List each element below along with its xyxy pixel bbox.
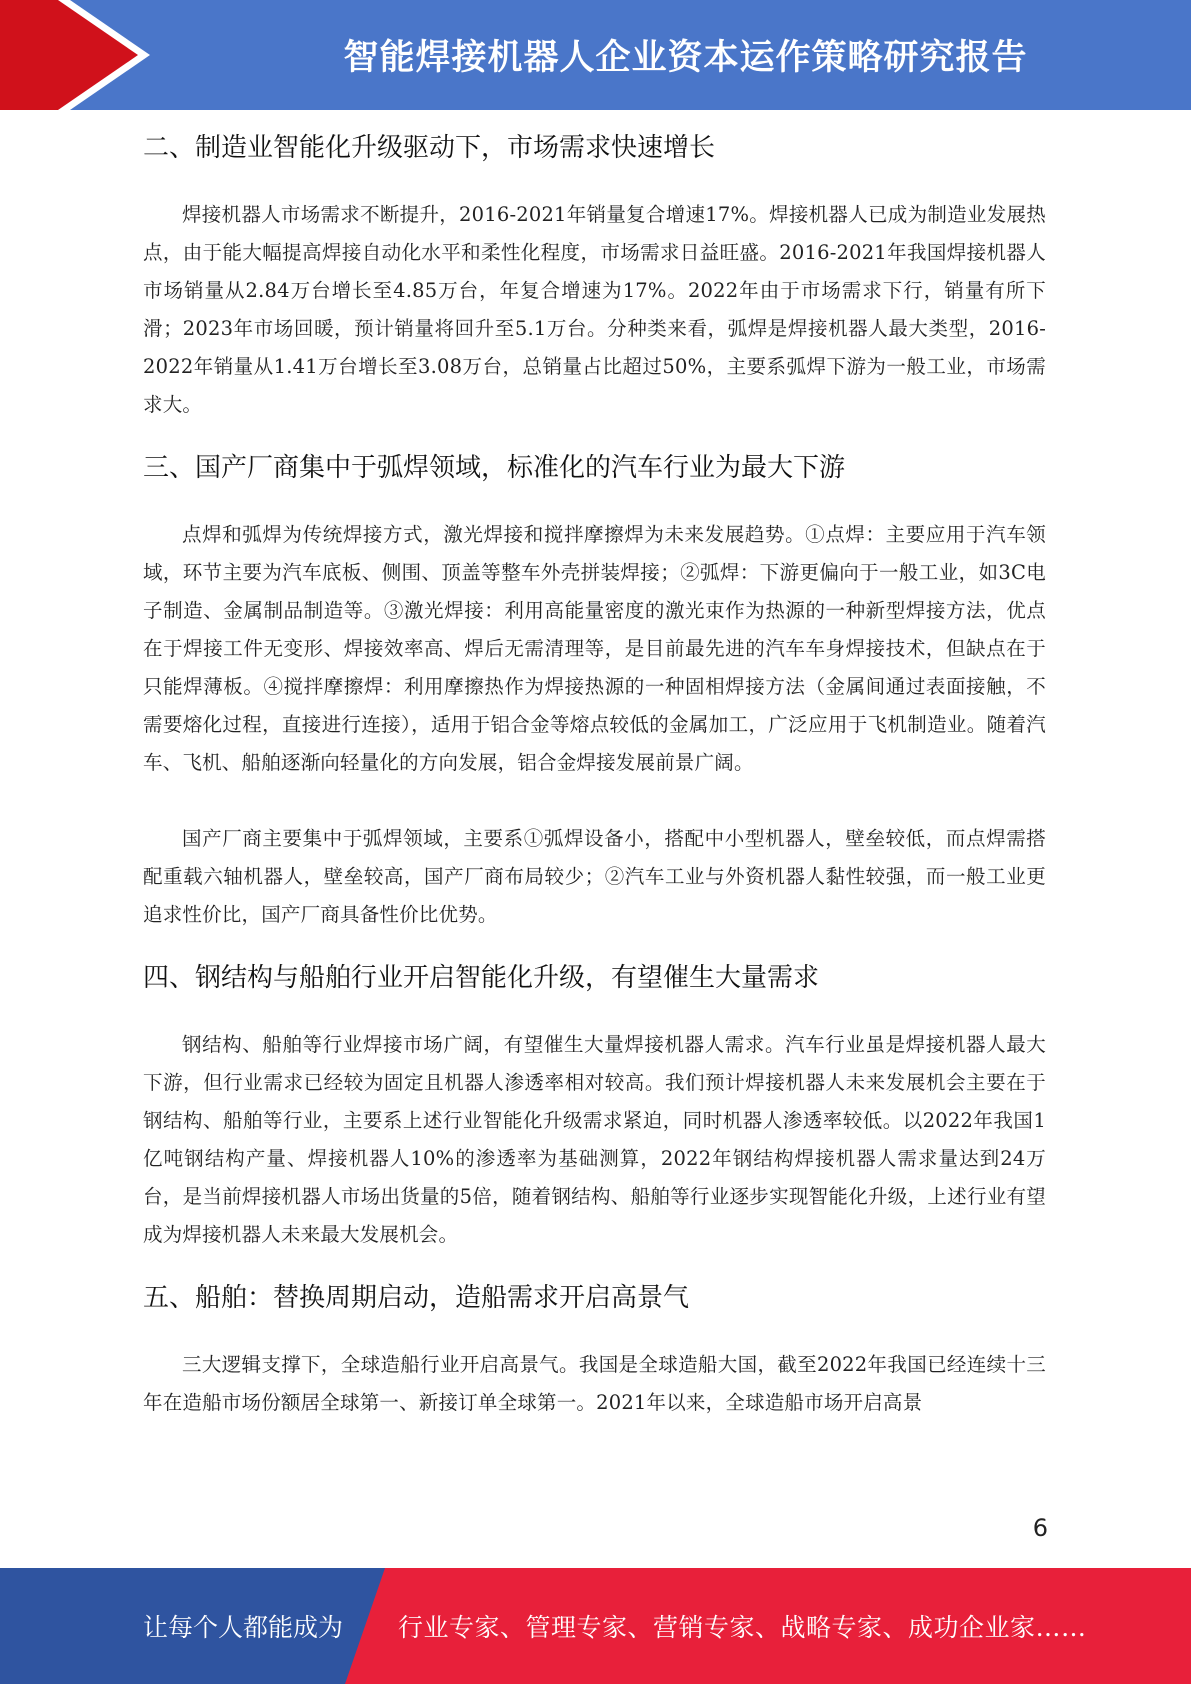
document-body [143, 118, 1046, 1422]
paragraph: 钢结构、船舶等行业焊接市场广阔，有望催生大量焊接机器人需求。汽车行业虽是焊接机器人最大下游，但行业需求已经较为固定且机器人渗透率相对较高。我们预计焊接机器人未来发展机会主要在于钢结构、船舶等行业，主要系上述行业智能化升级需求紧迫，同时机器人渗透率较低。以2022年我国1亿吨钢结构产量、焊接机器人10%的渗透率为基础测算，2022年钢结构焊接机器人需求量达到24万台，是当前焊接机器人市场出货量的5倍，随着钢结构、船舶等行业逐步实现智能化升级，上述行业有望成为焊接机器人未来最大发展机会。 [143, 1033, 1046, 1246]
section-heading: 二、制造业智能化升级驱动下，市场需求快速增长 [143, 133, 716, 163]
paragraph: 三大逻辑支撑下，全球造船行业开启高景气。我国是全球造船大国，截至2022年我国已经连续十三年在造船市场份额居全球第一、新接订单全球第一。2021年以来，全球造船市场开启高景 [143, 1353, 1046, 1414]
paragraph: 焊接机器人市场需求不断提升，2016-2021年销量复合增速17%。焊接机器人已成为制造业发展热点，由于能大幅提高焊接自动化水平和柔性化程度，市场需求日益旺盛。2016-2021年我国焊接机器人市场销量从2.84万台增长至4.85万台，年复合增速为17%。2022年由于市场需求下行，销量有所下滑；2023年市场回暖，预计销量将回升至5.1万台。分种类来看，弧焊是焊接机器人最大类型，2016-2022年销量从1.41万台增长至3.08万台，总销量占比超过50%，主要系弧焊下游为一般工业，市场需求大。 [143, 203, 1046, 416]
paragraph: 点焊和弧焊为传统焊接方式，激光焊接和搅拌摩擦焊为未来发展趋势。①点焊：主要应用于汽车领域，环节主要为汽车底板、侧围、顶盖等整车外壳拼装焊接；②弧焊：下游更偏向于一般工业，如3C电子制造、金属制品制造等。③激光焊接：利用高能量密度的激光束作为热源的一种新型焊接方法，优点在于焊接工件无变形、焊接效率高、焊后无需清理等，是目前最先进的汽车车身焊接技术，但缺点在于只能焊薄板。④搅拌摩擦焊：利用摩擦热作为焊接热源的一种固相焊接方法（金属间通过表面接触，不需要熔化过程，直接进行连接），适用于铝合金等熔点较低的金属加工，广泛应用于飞机制造业。随着汽车、飞机、船舶逐渐向轻量化的方向发展，铝合金焊接发展前景广阔。 [143, 523, 1046, 774]
section-heading: 三、国产厂商集中于弧焊领域，标准化的汽车行业为最大下游 [143, 453, 846, 483]
paragraph: 国产厂商主要集中于弧焊领域，主要系①弧焊设备小，搭配中小型机器人，壁垒较低，而点焊需搭配重载六轴机器人，壁垒较高，国产厂商布局较少；②汽车工业与外资机器人黏性较强，而一般工业更追求性价比，国产厂商具备性价比优势。 [143, 827, 1046, 926]
page-number: 6 [1032, 1514, 1048, 1542]
section-2 [143, 118, 1046, 424]
section-4 [143, 948, 1046, 1254]
page-footer [0, 1568, 1191, 1684]
section-3 [143, 438, 1046, 934]
header-arrow-decoration [0, 0, 160, 110]
footer-slogan-right: 行业专家、管理专家、营销专家、战略专家、成功企业家…… [398, 1613, 1087, 1642]
footer-slogan-left: 让每个人都能成为 [143, 1613, 344, 1642]
section-5 [143, 1268, 1046, 1422]
page-header [0, 0, 1191, 110]
section-heading: 四、钢结构与船舶行业开启智能化升级，有望催生大量需求 [143, 963, 820, 993]
report-title: 智能焊接机器人企业资本运作策略研究报告 [343, 38, 1028, 78]
section-heading: 五、船舶：替换周期启动，造船需求开启高景气 [143, 1283, 690, 1313]
